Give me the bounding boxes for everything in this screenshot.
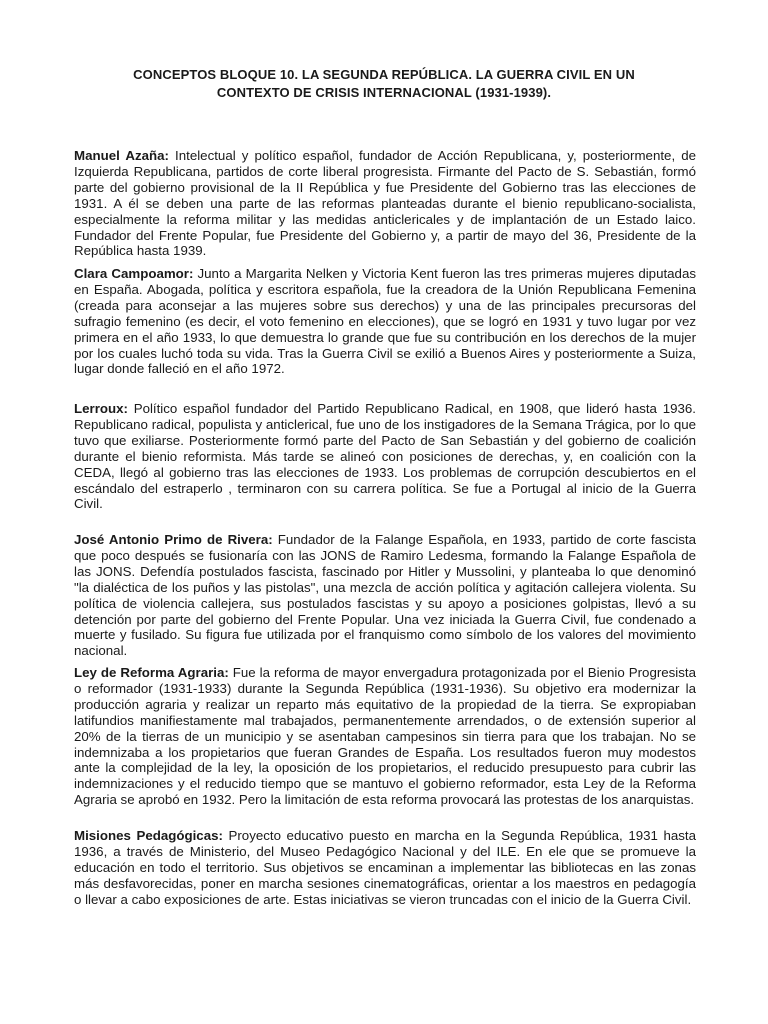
concept-definition: Intelectual y político español, fundador de Acción Republicana, y, posteriormente, de Izquierda Republicana, partidos de corte liberal progresista. Firmante del Pacto de S. Sebastián, formó parte del gobierno provisional de la II República y fue Presidente del Gobierno tras las elecciones de 1931. A él se deben una parte de las reformas planteadas durante el bienio republicano-socialista, especialmente la reforma militar y las medidas anticlericales y de implantación de un Estado laico. Fundador del Frente Popular, fue Presidente del Gobierno y, a partir de mayo del 36, Presidente de la República hasta 1939. [74, 148, 696, 259]
concept-entry-lerroux [74, 401, 696, 512]
concept-term: Ley de Reforma Agraria: [74, 665, 229, 680]
concept-entry-misiones-pedagogicas [74, 828, 696, 908]
title-line-2: CONTEXTO DE CRISIS INTERNACIONAL (1931-1939). [216, 85, 552, 100]
concept-term: Misiones Pedagógicas: [74, 828, 223, 843]
concept-term: Clara Campoamor: [74, 266, 194, 281]
concept-entry-clara-campoamor [74, 266, 696, 377]
concept-definition: Fundador de la Falange Española, en 1933, partido de corte fascista que poco después se fusionaría con las JONS de Ramiro Ledesma, formando la Falange Española de las JONS. Defendía postulados fascista, fascinado por Hitler y Mussolini, y planteaba lo que denominó "la dialéctica de los puños y las pistolas", una mezcla de acción política y agitación callejera violenta. Su política de violencia callejera, sus postulados fascistas y su apoyo a posiciones golpistas, llevó a su detención por parte del gobierno del Frente Popular. Una vez iniciada la Guerra Civil, fue condenado a muerte y fusilado. Su figura fue utilizada por el franquismo como símbolo de los valores del movimiento nacional. [74, 532, 696, 659]
concept-term: José Antonio Primo de Rivera: [74, 532, 273, 547]
concept-definition: Proyecto educativo puesto en marcha en la Segunda República, 1931 hasta 1936, a través de Ministerio, del Museo Pedagógico Nacional y del ILE. En ele que se promueve la educación en todo el territorio. Sus objetivos se encaminan a implementar las bibliotecas en las zonas más desfavorecidas, poner en marcha sesiones cinematográficas, orientar a los maestros en pedagogía o llevar a cabo exposiciones de arte. Estas iniciativas se vieron truncadas con el inicio de la Guerra Civil. [74, 828, 697, 907]
concept-definition: Junto a Margarita Nelken y Victoria Kent fueron las tres primeras mujeres diputadas en España. Abogada, política y escritora española, fue la creadora de la Unión Republicana Femenina (creada para aconsejar a las mujeres sobre sus derechos) y una de las principales precursoras del sufragio femenino (es decir, el voto femenino en elecciones), que se logró en 1931 y tuvo lugar por vez primera en el año 1933, lo que demuestra lo grande que fue su contribución en los derechos de la mujer por los cuales luchó toda su vida. Tras la Guerra Civil se exilió a Buenos Aires y posteriormente a Suiza, lugar donde falleció en el año 1972. [74, 266, 696, 377]
concept-entry-manuel-azana [74, 148, 696, 259]
concept-term: Manuel Azaña: [74, 148, 169, 163]
document-title [60, 66, 708, 102]
concept-term: Lerroux: [74, 401, 128, 416]
concept-definition: Político español fundador del Partido Republicano Radical, en 1908, que lideró hasta 1936. Republicano radical, populista y anticlerical, fue uno de los instigadores de la Semana Trágica, por lo que tuvo que exiliarse. Posteriormente formó parte del Pacto de San Sebastián y del gobierno de coalición durante el bienio reformista. Más tarde se alineó con posiciones de derechas, y, en coalición con la CEDA, llegó al gobierno tras las elecciones de 1933. Los problemas de corrupción descubiertos en el escándalo del estraperlo , terminaron con su carrera política. Se fue a Portugal al inicio de la Guerra Civil. [74, 401, 696, 512]
concept-definition: Fue la reforma de mayor envergadura protagonizada por el Bienio Progresista o reformador (1931-1933) durante la Segunda República (1931-1936). Su objetivo era modernizar la producción agraria y realizar un reparto más equitativo de la propiedad de la tierra. Se expropiaban latifundios manifiestamente mal trabajados, permanentemente arrendados, o de extensión superior al 20% de la tierras de un municipio y se asentaban campesinos sin tierra para que los trabajan. No se indemnizaba a los propietarios que fueran Grandes de España. Los resultados fueron muy modestos ante la complejidad de la ley, la oposición de los propietarios, el reducido presupuesto para cubrir las indemnizaciones y el reducido tiempo que se mantuvo el gobierno reformador, esta Ley de la Reforma Agraria se aprobó en 1932. Pero la limitación de esta reforma provocará las protestas de los anarquistas. [74, 665, 696, 808]
concept-entry-jose-antonio-primo-de-rivera [74, 532, 696, 659]
concept-entry-ley-reforma-agraria [74, 665, 696, 808]
title-line-1: CONCEPTOS BLOQUE 10. LA SEGUNDA REPÚBLICA. LA GUERRA CIVIL EN UN [133, 67, 635, 82]
